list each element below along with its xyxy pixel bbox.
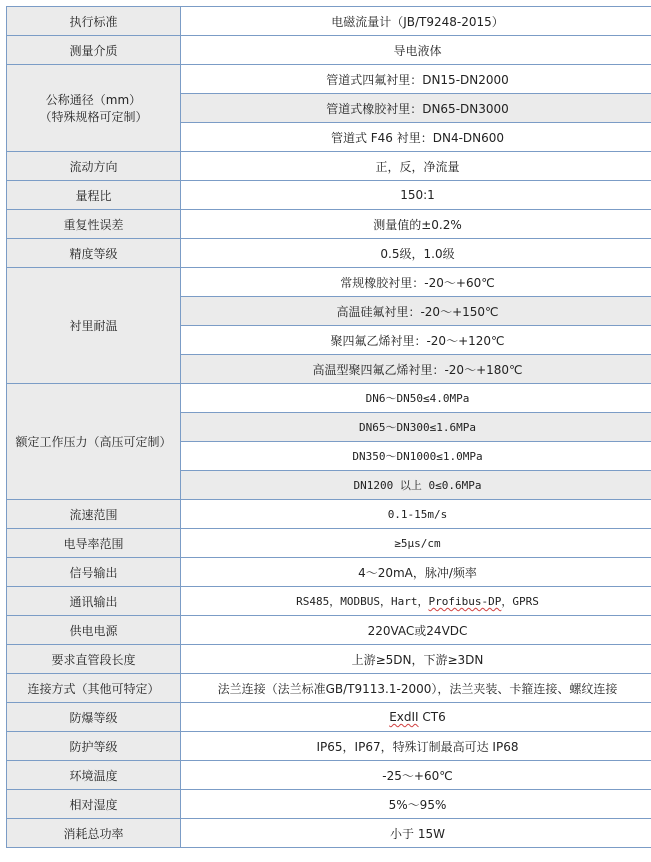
row-label: 要求直管段长度 <box>7 645 181 674</box>
table-row <box>7 210 651 239</box>
row-value: 管道式橡胶衬里：DN65-DN3000 <box>181 94 651 123</box>
row-label: 流速范围 <box>7 500 181 529</box>
table-row <box>7 732 651 761</box>
row-value: 聚四氟乙烯衬里：-20～+120℃ <box>181 326 651 355</box>
row-value: 220VAC或24VDC <box>181 616 651 645</box>
table-row <box>7 152 651 181</box>
row-value: 5%～95% <box>181 790 651 819</box>
row-value: 上游≥5DN，下游≥3DN <box>181 645 651 674</box>
row-label: 执行标准 <box>7 7 181 36</box>
table-row <box>7 384 651 413</box>
row-label: 连接方式（其他可特定） <box>7 674 181 703</box>
row-value: 高温硅氟衬里：-20～+150℃ <box>181 297 651 326</box>
comm-prefix: RS485，MODBUS，Hart， <box>296 595 429 608</box>
row-label: 供电电源 <box>7 616 181 645</box>
row-value: 高温型聚四氟乙烯衬里：-20～+180℃ <box>181 355 651 384</box>
row-value: ≥5μs/cm <box>181 529 651 558</box>
row-label: 通讯输出 <box>7 587 181 616</box>
row-label: 流动方向 <box>7 152 181 181</box>
row-label: 电导率范围 <box>7 529 181 558</box>
table-row <box>7 558 651 587</box>
row-label: 环境温度 <box>7 761 181 790</box>
table-row <box>7 239 651 268</box>
table-row <box>7 645 651 674</box>
row-label: 量程比 <box>7 181 181 210</box>
table-row <box>7 500 651 529</box>
row-value <box>181 703 651 732</box>
row-value: 测量值的±0.2% <box>181 210 651 239</box>
table-row <box>7 181 651 210</box>
row-value: IP65，IP67，特殊订制最高可达 IP68 <box>181 732 651 761</box>
table-row <box>7 268 651 297</box>
row-label: 重复性误差 <box>7 210 181 239</box>
table-row <box>7 529 651 558</box>
table-row <box>7 761 651 790</box>
row-value: 150:1 <box>181 181 651 210</box>
row-label: 额定工作压力（高压可定制） <box>7 384 181 500</box>
row-value: DN350～DN1000≤1.0MPa <box>181 442 651 471</box>
row-value: 0.5级，1.0级 <box>181 239 651 268</box>
spec-table <box>6 6 651 848</box>
explosion-suffix: CT6 <box>418 710 446 724</box>
comm-suffix: ，GPRS <box>501 595 539 608</box>
row-value: DN65～DN300≤1.6MPa <box>181 413 651 442</box>
table-row <box>7 674 651 703</box>
row-value: 导电液体 <box>181 36 651 65</box>
table-row <box>7 65 651 94</box>
row-value: DN1200 以上 0≤0.6MPa <box>181 471 651 500</box>
comm-profibus: Profibus-DP <box>428 595 502 608</box>
row-value: DN6～DN50≤4.0MPa <box>181 384 651 413</box>
row-value <box>181 587 651 616</box>
table-row <box>7 703 651 732</box>
row-label: 防爆等级 <box>7 703 181 732</box>
table-row <box>7 587 651 616</box>
row-label: 防护等级 <box>7 732 181 761</box>
row-label: 消耗总功率 <box>7 819 181 848</box>
row-value: 法兰连接（法兰标准GB/T9113.1-2000），法兰夹装、卡箍连接、螺纹连接 <box>181 674 651 703</box>
table-row <box>7 790 651 819</box>
table-row <box>7 36 651 65</box>
row-value: 小于 15W <box>181 819 651 848</box>
row-value: 管道式四氟衬里：DN15-DN2000 <box>181 65 651 94</box>
row-value: 0.1-15m/s <box>181 500 651 529</box>
diameter-label-line: 公称通径（mm） <box>45 93 142 107</box>
table-row <box>7 7 651 36</box>
row-label <box>7 65 181 152</box>
row-value: 电磁流量计（JB/T9248-2015） <box>181 7 651 36</box>
row-value: -25～+60℃ <box>181 761 651 790</box>
row-value: 常规橡胶衬里：-20～+60℃ <box>181 268 651 297</box>
row-label: 信号输出 <box>7 558 181 587</box>
table-row <box>7 616 651 645</box>
row-label: 测量介质 <box>7 36 181 65</box>
row-value: 正，反，净流量 <box>181 152 651 181</box>
row-label: 精度等级 <box>7 239 181 268</box>
table-row <box>7 819 651 848</box>
explosion-exd: ExdII <box>389 710 419 724</box>
row-value: 4～20mA，脉冲/频率 <box>181 558 651 587</box>
row-label: 相对湿度 <box>7 790 181 819</box>
row-value: 管道式 F46 衬里：DN4-DN600 <box>181 123 651 152</box>
row-label: 衬里耐温 <box>7 268 181 384</box>
diameter-label-line: （特殊规格可定制） <box>39 110 148 124</box>
